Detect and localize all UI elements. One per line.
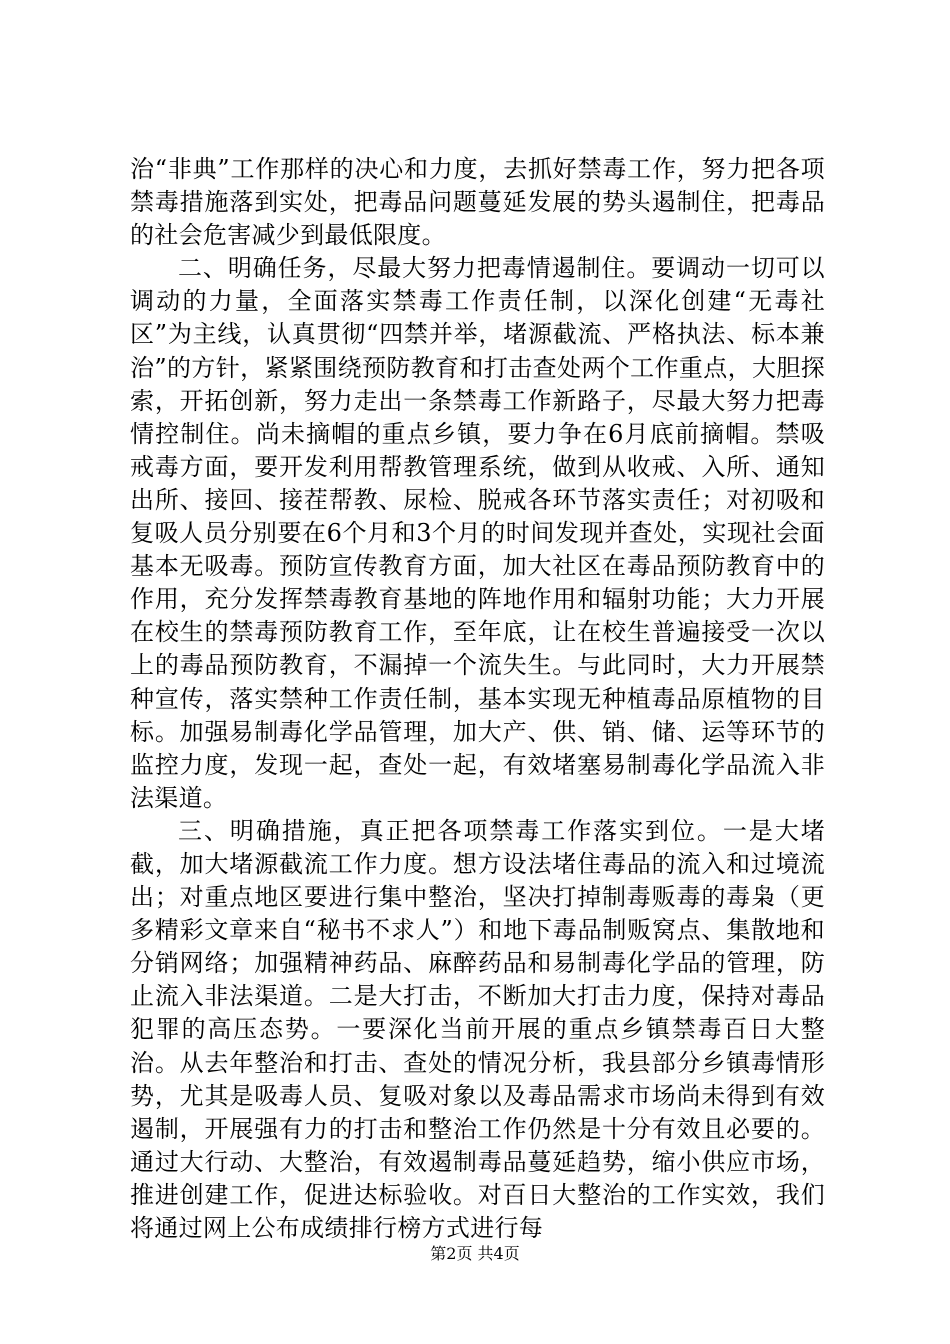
paragraph-section-three: 三、明确措施，真正把各项禁毒工作落实到位。一是大堵截，加大堵源截流工作力度。想方设法堵住毒品的流入和过境流出；对重点地区要进行集中整治，坚决打掉制毒贩毒的毒枭（更多精彩文章来自“秘书不求人”）和地下毒品制贩窝点、集散地和分销网络；加强精神药品、麻醉药品和易制毒化学品的管理，防止流入非法渠道。二是大打击，不断加大打击力度，保持对毒品犯罪的高压态势。一要深化当前开展的重点乡镇禁毒百日大整治。从去年整治和打击、查处的情况分析，我县部分乡镇毒情形势，尤其是吸毒人员、复吸对象以及毒品需求市场尚未得到有效遏制，开展强有力的打击和整治工作仍然是十分有效且必要的。通过大行动、大整治，有效遏制毒品蔓延趋势，缩小供应市场，推进创建工作，促进达标验收。对百日大整治的工作实效，我们将通过网上公布成绩排行榜方式进行每 <box>130 816 825 1242</box>
paragraph-section-two: 二、明确任务，尽最大努力把毒情遏制住。要调动一切可以调动的力量，全面落实禁毒工作责任制，以深化创建“无毒社区”为主线，认真贯彻“四禁并举，堵源截流、严格执法、标本兼治”的方针，紧紧围绕预防教育和打击查处两个工作重点，大胆探索，开拓创新，努力走出一条禁毒工作新路子，尽最大努力把毒情控制住。尚未摘帽的重点乡镇，要力争在6月底前摘帽。禁吸戒毒方面，要开发利用帮教管理系统，做到从收戒、入所、通知出所、接回、接茬帮教、尿检、脱戒各环节落实责任；对初吸和复吸人员分别要在6个月和3个月的时间发现并查处，实现社会面基本无吸毒。预防宣传教育方面，加大社区在毒品预防教育中的作用，充分发挥禁毒教育基地的阵地作用和辐射功能；大力开展在校生的禁毒预防教育工作，至年底，让在校生普遍接受一次以上的毒品预防教育，不漏掉一个流失生。与此同时，大力开展禁种宣传，落实禁种工作责任制，基本实现无种植毒品原植物的目标。加强易制毒化学品管理，加大产、供、销、储、运等环节的监控力度，发现一起，查处一起，有效堵塞易制毒化学品流入非法渠道。 <box>130 254 825 812</box>
paragraph-continuation: 治“非典”工作那样的决心和力度，去抓好禁毒工作，努力把各项禁毒措施落到实处，把毒品问题蔓延发展的势头遏制住，把毒品的社会危害减少到最低限度。 <box>130 155 825 250</box>
document-body <box>130 153 825 1245</box>
page-footer: 第2页 共4页 <box>430 1244 520 1263</box>
